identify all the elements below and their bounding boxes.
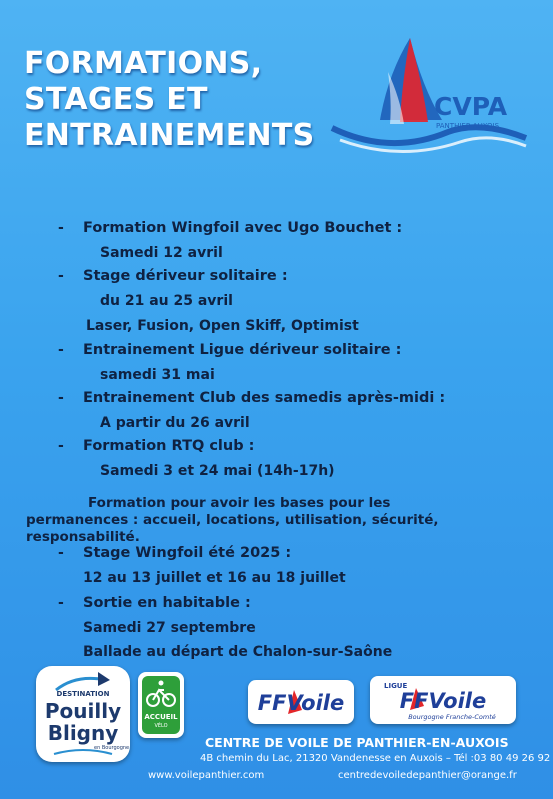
destination-top: DESTINATION [56, 690, 110, 698]
headline-line-1: FORMATIONS, [24, 46, 263, 81]
velo-label: ACCUEIL [144, 713, 178, 721]
event-detail: du 21 au 25 avril [100, 293, 233, 309]
cvpa-tagline: PANTHIER-AUXOIS [436, 122, 500, 130]
ffvoile-bfc-text: FFVoile [399, 689, 487, 713]
event-detail: Ballade au départ de Chalon-sur-Saône [83, 644, 393, 660]
event-detail: A partir du 26 avril [100, 415, 250, 431]
event-detail: Samedi 12 avril [100, 245, 223, 261]
velo-logo-graphic [138, 672, 184, 738]
destination-region: en Bourgogne [94, 745, 130, 751]
ffvoile-text: FFVoile [257, 691, 345, 715]
destination-pouilly-bligny-logo [36, 666, 130, 762]
ffvoile-logo [248, 680, 354, 724]
event-title: Formation Wingfoil avec Ugo Bouchet : [83, 220, 403, 236]
footer-title: CENTRE DE VOILE DE PANTHIER-EN-AUXOIS [205, 735, 509, 750]
velo-sub: VÉLO [154, 723, 168, 729]
ffvoile-bfc-logo [370, 676, 516, 724]
destination-logo-graphic [36, 666, 130, 762]
footer-address: 4B chemin du Lac, 21320 Vandenesse en Auxois – Tél :03 80 49 26 92 [200, 753, 551, 764]
rtq-line: Formation pour avoir les bases pour les [88, 495, 391, 511]
headline-line-2: STAGES ET [24, 82, 208, 117]
destination-line2: Bligny [47, 721, 119, 745]
rtq-line: responsabilité. [26, 529, 140, 545]
bullet: - [58, 220, 64, 236]
ffvoile-logo-graphic [248, 680, 354, 724]
rtq-line: permanences : accueil, locations, utilisation, sécurité, [26, 512, 439, 528]
event-title: Entrainement Club des samedis après-midi : [83, 390, 446, 406]
rtq-description [26, 495, 496, 546]
event-detail: Samedi 27 septembre [83, 620, 256, 636]
event-title: Formation RTQ club : [83, 438, 255, 454]
event-detail: samedi 31 mai [100, 367, 215, 383]
ffvoile-bfc-graphic [370, 676, 516, 724]
headline-line-3: ENTRAINEMENTS [24, 118, 315, 153]
bullet: - [58, 390, 64, 406]
event-title: Entrainement Ligue dériveur solitaire : [83, 342, 402, 358]
footer-email[interactable]: centredevoiledepanthier@orange.fr [338, 770, 517, 781]
cvpa-logo [330, 32, 530, 162]
event-title: Stage dériveur solitaire : [83, 268, 288, 284]
bullet: - [58, 438, 64, 454]
bullet: - [58, 595, 64, 611]
bullet: - [58, 342, 64, 358]
page-title [24, 46, 315, 154]
event-title: Stage Wingfoil été 2025 : [83, 545, 292, 561]
event-detail: Laser, Fusion, Open Skiff, Optimist [86, 318, 359, 334]
accueil-velo-logo [138, 672, 184, 738]
event-detail: 12 au 13 juillet et 16 au 18 juillet [83, 570, 346, 586]
bullet: - [58, 545, 64, 561]
ffvoile-bfc-ligue: LIGUE [384, 682, 408, 690]
bullet: - [58, 268, 64, 284]
event-detail: Samedi 3 et 24 mai (14h-17h) [100, 463, 335, 479]
event-title: Sortie en habitable : [83, 595, 251, 611]
footer-website[interactable]: www.voilepanthier.com [148, 770, 265, 781]
cvpa-name: CVPA [434, 92, 508, 121]
destination-line1: Pouilly [44, 699, 122, 723]
ffvoile-bfc-region: Bourgogne Franche-Comté [408, 713, 496, 721]
